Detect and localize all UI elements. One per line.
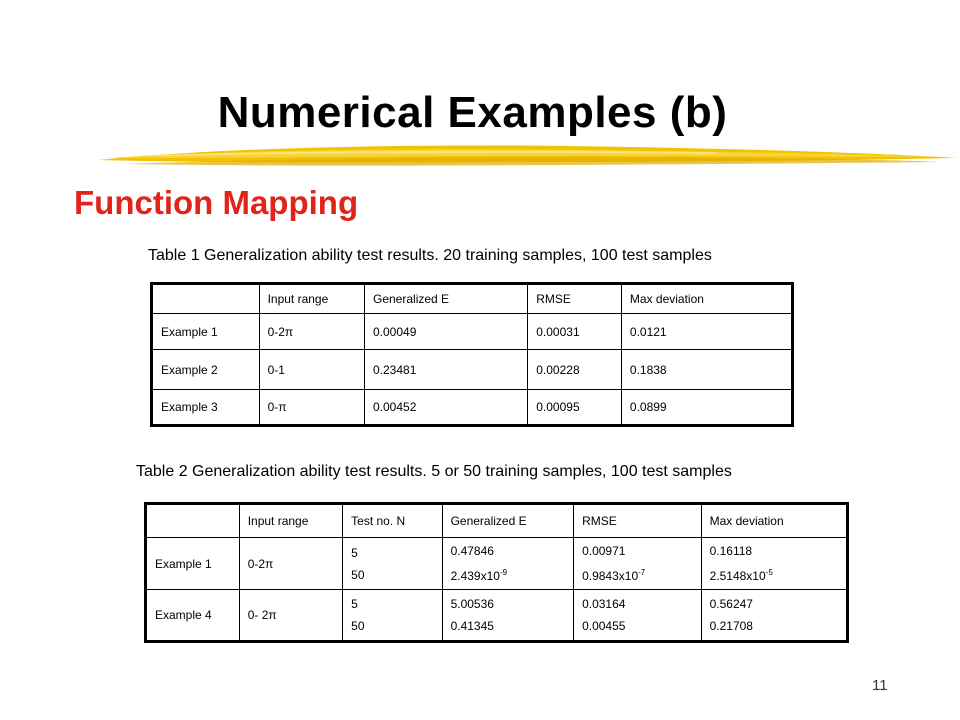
generalized-e-value: 0.41345 xyxy=(450,619,494,633)
page-number: 11 xyxy=(872,677,888,694)
table1-header-blank xyxy=(152,284,260,314)
input-range-cell: 0-π xyxy=(259,390,364,426)
rmse-cell: 0.00095 xyxy=(528,390,622,426)
test-no-cell xyxy=(343,590,442,642)
max-deviation-cell xyxy=(701,590,847,642)
max-deviation-value: $2.5148x10^{-5}$ xyxy=(709,568,773,583)
table1-header-max-deviation: Max deviation xyxy=(621,284,792,314)
table2-header-max-deviation: Max deviation xyxy=(701,504,847,538)
input-range-cell: 0-2π xyxy=(239,538,342,590)
row-label: Example 1 xyxy=(152,314,260,350)
rmse-value: $0.9843x10^{-7}$ xyxy=(582,568,646,583)
table1-caption: Table 1 Generalization ability test results. 20 training samples, 100 test samples xyxy=(148,247,712,264)
test-no-value: 5 xyxy=(351,545,358,560)
table-header-row xyxy=(146,504,848,538)
table-row xyxy=(146,538,848,590)
row-label: Example 2 xyxy=(152,350,260,390)
input-range-cell: 0-2π xyxy=(259,314,364,350)
highlight-brush-stroke xyxy=(95,138,960,178)
table1-header-input-range: Input range xyxy=(259,284,364,314)
max-deviation-cell: 0.0899 xyxy=(621,390,792,426)
generalized-e-cell: 0.00452 xyxy=(365,390,528,426)
max-deviation-cell: 0.1838 xyxy=(621,350,792,390)
slide-title: Numerical Examples (b) xyxy=(217,88,728,137)
generalized-e-value: 0.47846 xyxy=(450,544,494,558)
generalized-e-cell: 0.23481 xyxy=(365,350,528,390)
max-deviation-value: 0.16118 xyxy=(709,544,753,558)
max-deviation-cell: 0.0121 xyxy=(621,314,792,350)
table2-caption: Table 2 Generalization ability test results. 5 or 50 training samples, 100 test samples xyxy=(136,463,732,480)
input-range-cell: 0- 2π xyxy=(239,590,342,642)
row-label: Example 4 xyxy=(146,590,240,642)
input-range-cell: 0-1 xyxy=(259,350,364,390)
table-row xyxy=(152,350,793,390)
table2-header-input-range: Input range xyxy=(239,504,342,538)
table-row xyxy=(146,590,848,642)
table-row xyxy=(152,390,793,426)
max-deviation-value: 0.56247 xyxy=(709,597,753,611)
table2-header-generalized-e: Generalized E xyxy=(442,504,574,538)
test-no-value: 50 xyxy=(351,567,365,582)
row-label: Example 3 xyxy=(152,390,260,426)
max-deviation-cell xyxy=(701,538,847,590)
table-row xyxy=(152,314,793,350)
generalized-e-cell: 0.00049 xyxy=(365,314,528,350)
rmse-value: 0.00455 xyxy=(582,619,626,633)
test-no-cell xyxy=(343,538,442,590)
table1 xyxy=(150,282,794,427)
max-deviation-value: 0.21708 xyxy=(709,619,753,633)
table1-header-rmse: RMSE xyxy=(528,284,622,314)
rmse-cell: 0.00228 xyxy=(528,350,622,390)
table1-header-generalized-e: Generalized E xyxy=(365,284,528,314)
generalized-e-value: $2.439x10^{-9}$ xyxy=(450,568,508,583)
table2-header-blank xyxy=(146,504,240,538)
table-header-row xyxy=(152,284,793,314)
slide-subtitle: Function Mapping xyxy=(74,184,359,221)
generalized-e-cell xyxy=(442,538,574,590)
table2-header-rmse: RMSE xyxy=(574,504,702,538)
rmse-cell: 0.00031 xyxy=(528,314,622,350)
row-label: Example 1 xyxy=(146,538,240,590)
table2-header-test-no: Test no. N xyxy=(343,504,442,538)
test-no-value: 5 xyxy=(351,597,358,611)
generalized-e-cell xyxy=(442,590,574,642)
rmse-cell xyxy=(574,590,702,642)
table2 xyxy=(144,502,849,643)
rmse-cell xyxy=(574,538,702,590)
test-no-value: 50 xyxy=(351,619,365,633)
rmse-value: 0.00971 xyxy=(582,544,626,558)
rmse-value: 0.03164 xyxy=(582,597,626,611)
generalized-e-value: 5.00536 xyxy=(450,597,494,611)
